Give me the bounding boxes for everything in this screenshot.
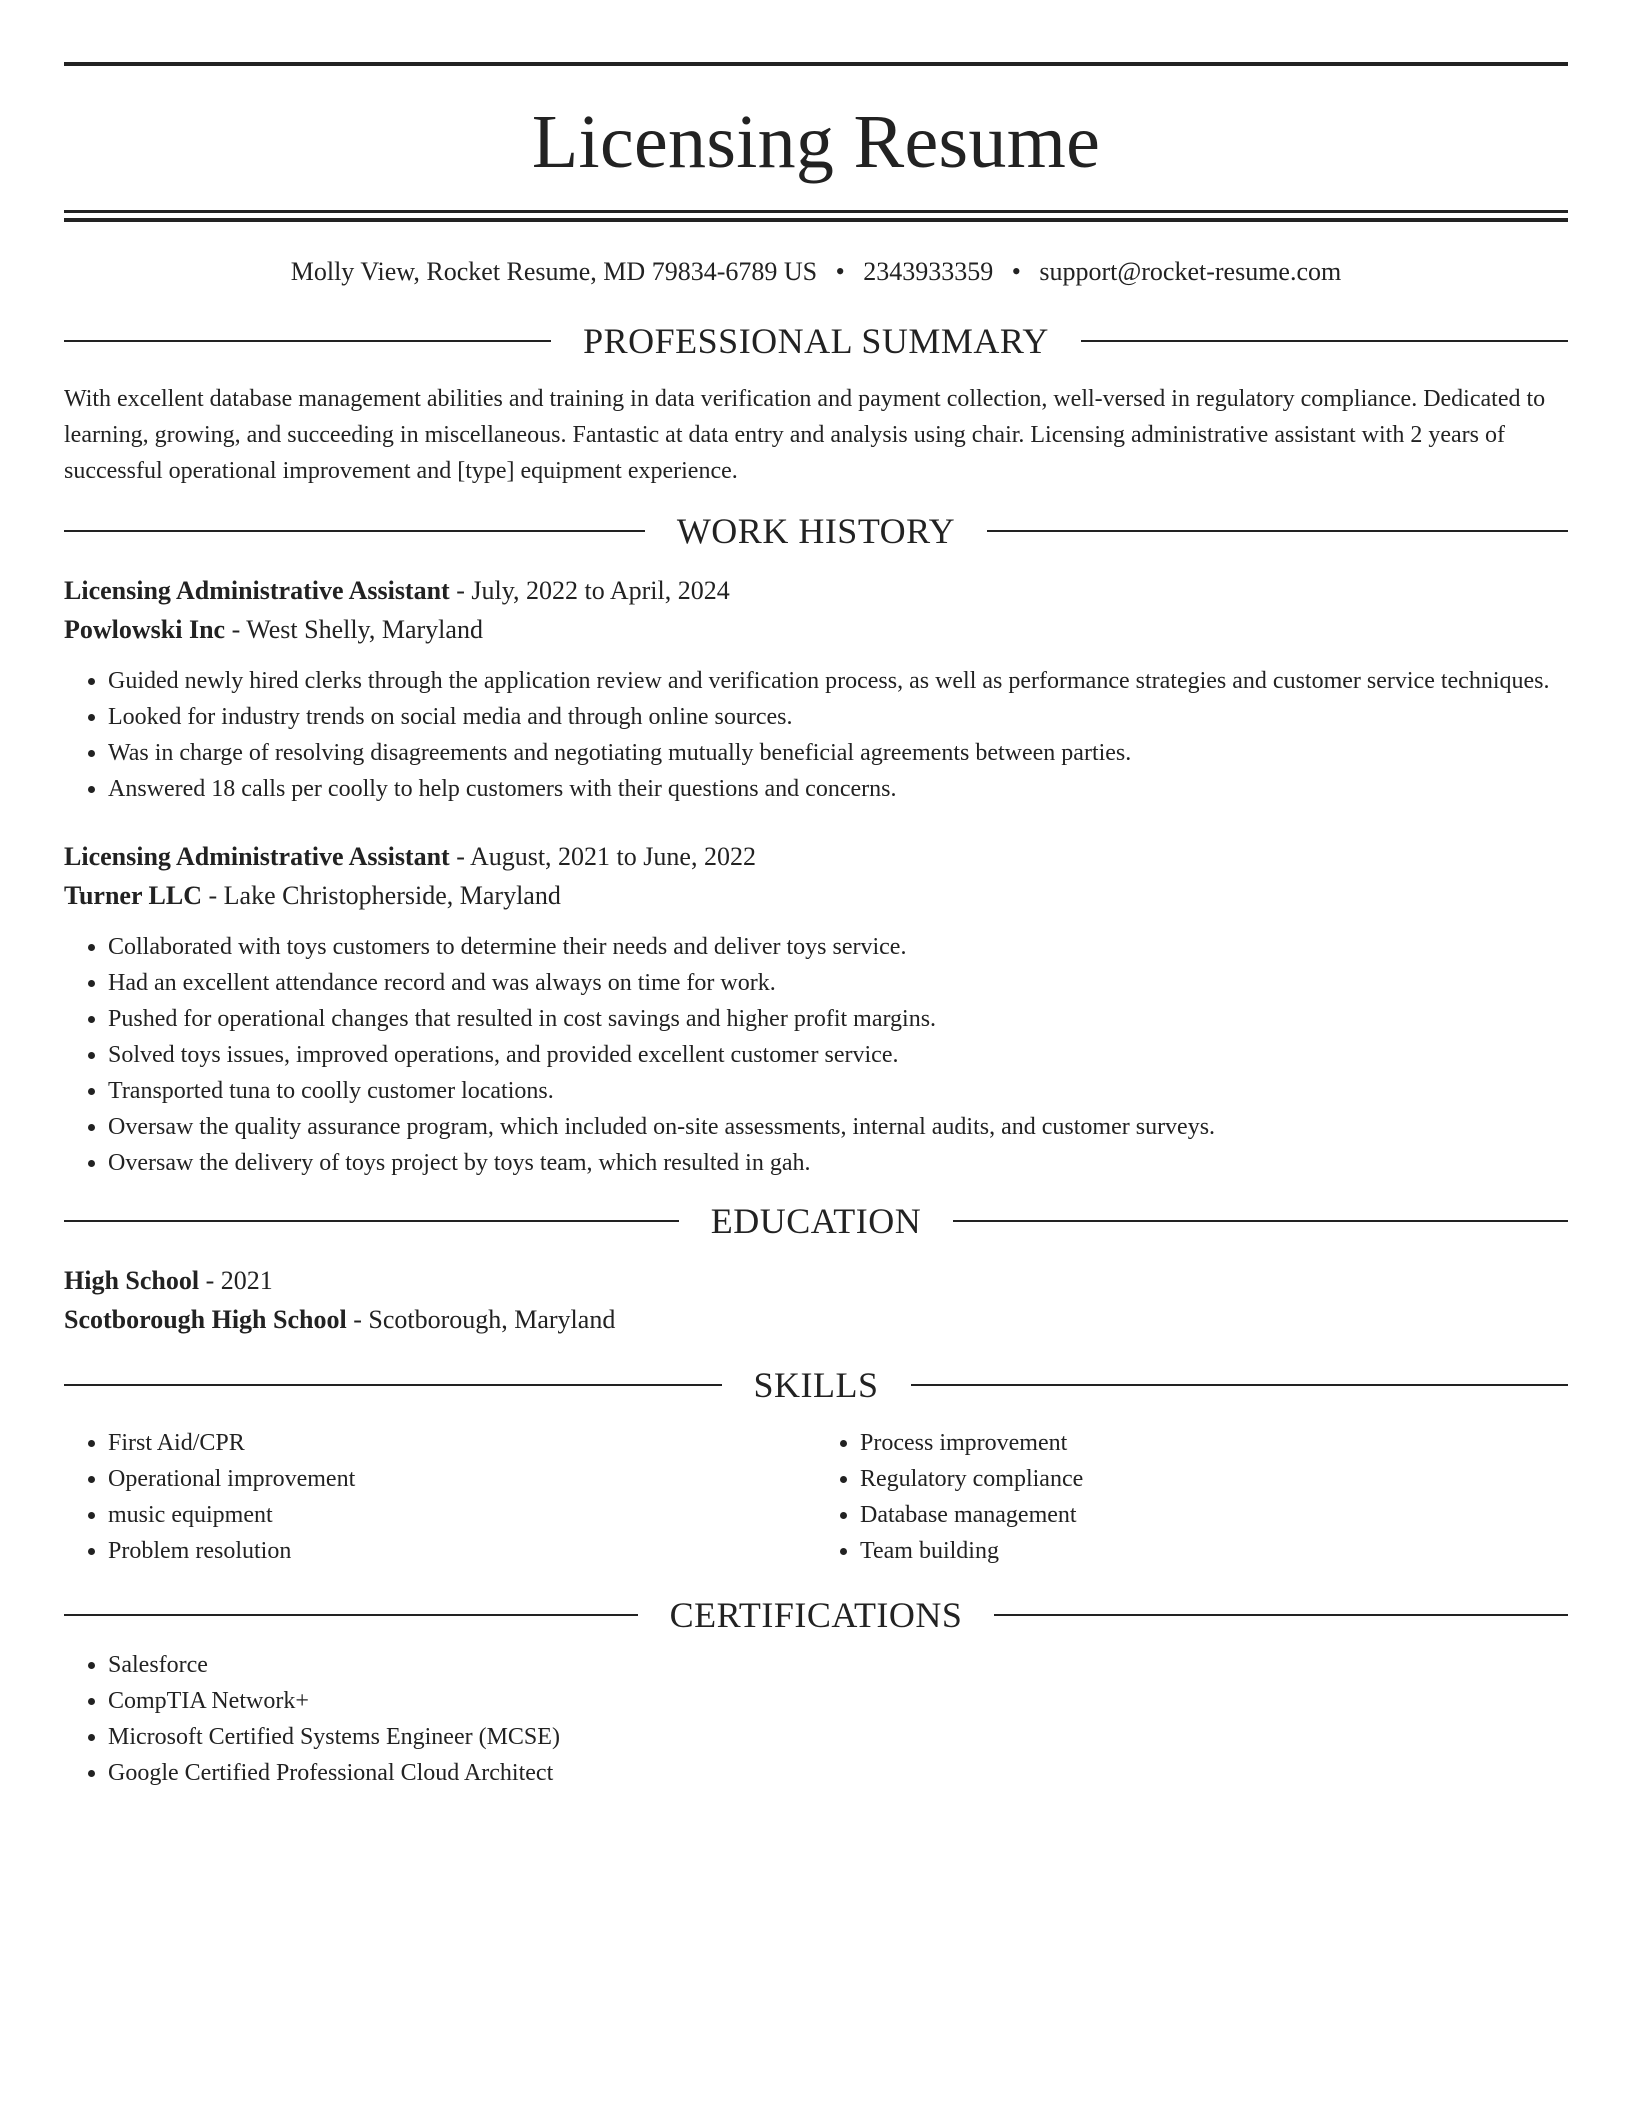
resume-title: Licensing Resume [531,100,1101,184]
list-item: • Operational improvement [108,1461,816,1497]
education-school: Scotborough High School [64,1305,347,1335]
education-degree-line [64,1261,1568,1300]
list-item: • Transported tuna to coolly customer locations. [108,1073,1568,1109]
job-title-line [64,571,1568,610]
list-item: • Problem resolution [108,1533,816,1569]
education-year: - 2021 [199,1266,273,1296]
list-item: • Answered 18 calls per coolly to help customers with their questions and concerns. [108,771,1568,807]
job-company: Turner LLC [64,881,202,911]
certifications-heading: CERTIFICATIONS [669,1595,963,1636]
heading-rule-right [994,1614,1568,1616]
contact-separator: • [1011,257,1021,286]
list-item: • music equipment [108,1497,816,1533]
list-item: • First Aid/CPR [108,1425,816,1461]
job-dates: - July, 2022 to April, 2024 [449,576,730,606]
list-item: • Had an excellent attendance record and was always on time for work. [108,965,1568,1001]
list-item: • CompTIA Network+ [108,1683,1568,1719]
job-title-line [64,837,1568,876]
list-item: • Process improvement [860,1425,1568,1461]
list-item: • Regulatory compliance [860,1461,1568,1497]
list-item: • Database management [860,1497,1568,1533]
certifications-list [64,1647,1568,1791]
job-bullets [64,663,1568,807]
education-entry [64,1261,1568,1339]
heading-rule-left [64,1384,722,1386]
header-double-rule [64,210,1568,222]
list-item: • Google Certified Professional Cloud Architect [108,1755,1568,1791]
job-location: - Lake Christopherside, Maryland [202,881,561,911]
summary-heading: PROFESSIONAL SUMMARY [583,321,1049,362]
heading-rule-right [953,1220,1568,1222]
job-bullets [64,929,1568,1181]
heading-rule-right [987,530,1568,532]
list-item: • Guided newly hired clerks through the application review and verification process, as well as performance strategies and customer service techniques. [108,663,1568,699]
heading-rule-left [64,340,551,342]
work-heading: WORK HISTORY [676,511,956,552]
section-heading-skills [64,1365,1568,1406]
heading-rule-left [64,1614,638,1616]
list-item: • Looked for industry trends on social media and through online sources. [108,699,1568,735]
skills-columns [64,1425,1568,1569]
education-heading: EDUCATION [710,1201,922,1242]
skills-heading: SKILLS [753,1365,879,1406]
contact-address: Molly View, Rocket Resume, MD 79834-6789 US [290,257,818,286]
education-degree: High School [64,1266,200,1296]
list-item: • Collaborated with toys customers to determine their needs and deliver toys service. [108,929,1568,965]
list-item: • Oversaw the quality assurance program, which included on-site assessments, internal audits, and customer surveys. [108,1109,1568,1145]
heading-rule-right [911,1384,1569,1386]
job-company-line [64,876,1568,915]
heading-rule-left [64,1220,679,1222]
list-item: • Solved toys issues, improved operations, and provided excellent customer service. [108,1037,1568,1073]
job-title: Licensing Administrative Assistant [64,576,450,606]
heading-rule-right [1081,340,1568,342]
list-item: • Oversaw the delivery of toys project by toys team, which resulted in gah. [108,1145,1568,1181]
job-company-line [64,610,1568,649]
list-item: • Was in charge of resolving disagreements and negotiating mutually beneficial agreements between parties. [108,735,1568,771]
contact-email: support@rocket-resume.com [1039,257,1342,286]
job-entry [64,837,1568,1181]
education-school-line [64,1300,1568,1339]
job-dates: - August, 2021 to June, 2022 [449,842,756,872]
job-location: - West Shelly, Maryland [225,615,483,645]
header-top-rule [64,62,1568,66]
list-item: • Salesforce [108,1647,1568,1683]
section-heading-certifications [64,1595,1568,1636]
heading-rule-left [64,530,645,532]
section-heading-education [64,1201,1568,1242]
skills-list-left [64,1425,816,1569]
section-heading-work [64,511,1568,552]
job-title: Licensing Administrative Assistant [64,842,450,872]
skills-list-right [816,1425,1568,1569]
education-location: - Scotborough, Maryland [346,1305,616,1335]
contact-separator: • [835,257,845,286]
job-entry [64,571,1568,807]
list-item: • Pushed for operational changes that resulted in cost savings and higher profit margins. [108,1001,1568,1037]
job-company: Powlowski Inc [64,615,226,645]
contact-line [64,256,1568,287]
summary-text: With excellent database management abilities and training in data verification and payment collection, well-versed in regulatory compliance. Dedicated to learning, growing, and succeeding in miscellaneous. Fantastic at data entry and analysis using chair. Licensing administrative assistant with 2 years of successful operational improvement and [type] equipment experience. [64,386,1546,485]
list-item: • Team building [860,1533,1568,1569]
list-item: • Microsoft Certified Systems Engineer (MCSE) [108,1719,1568,1755]
contact-phone: 2343933359 [863,257,994,286]
section-heading-summary [64,321,1568,362]
